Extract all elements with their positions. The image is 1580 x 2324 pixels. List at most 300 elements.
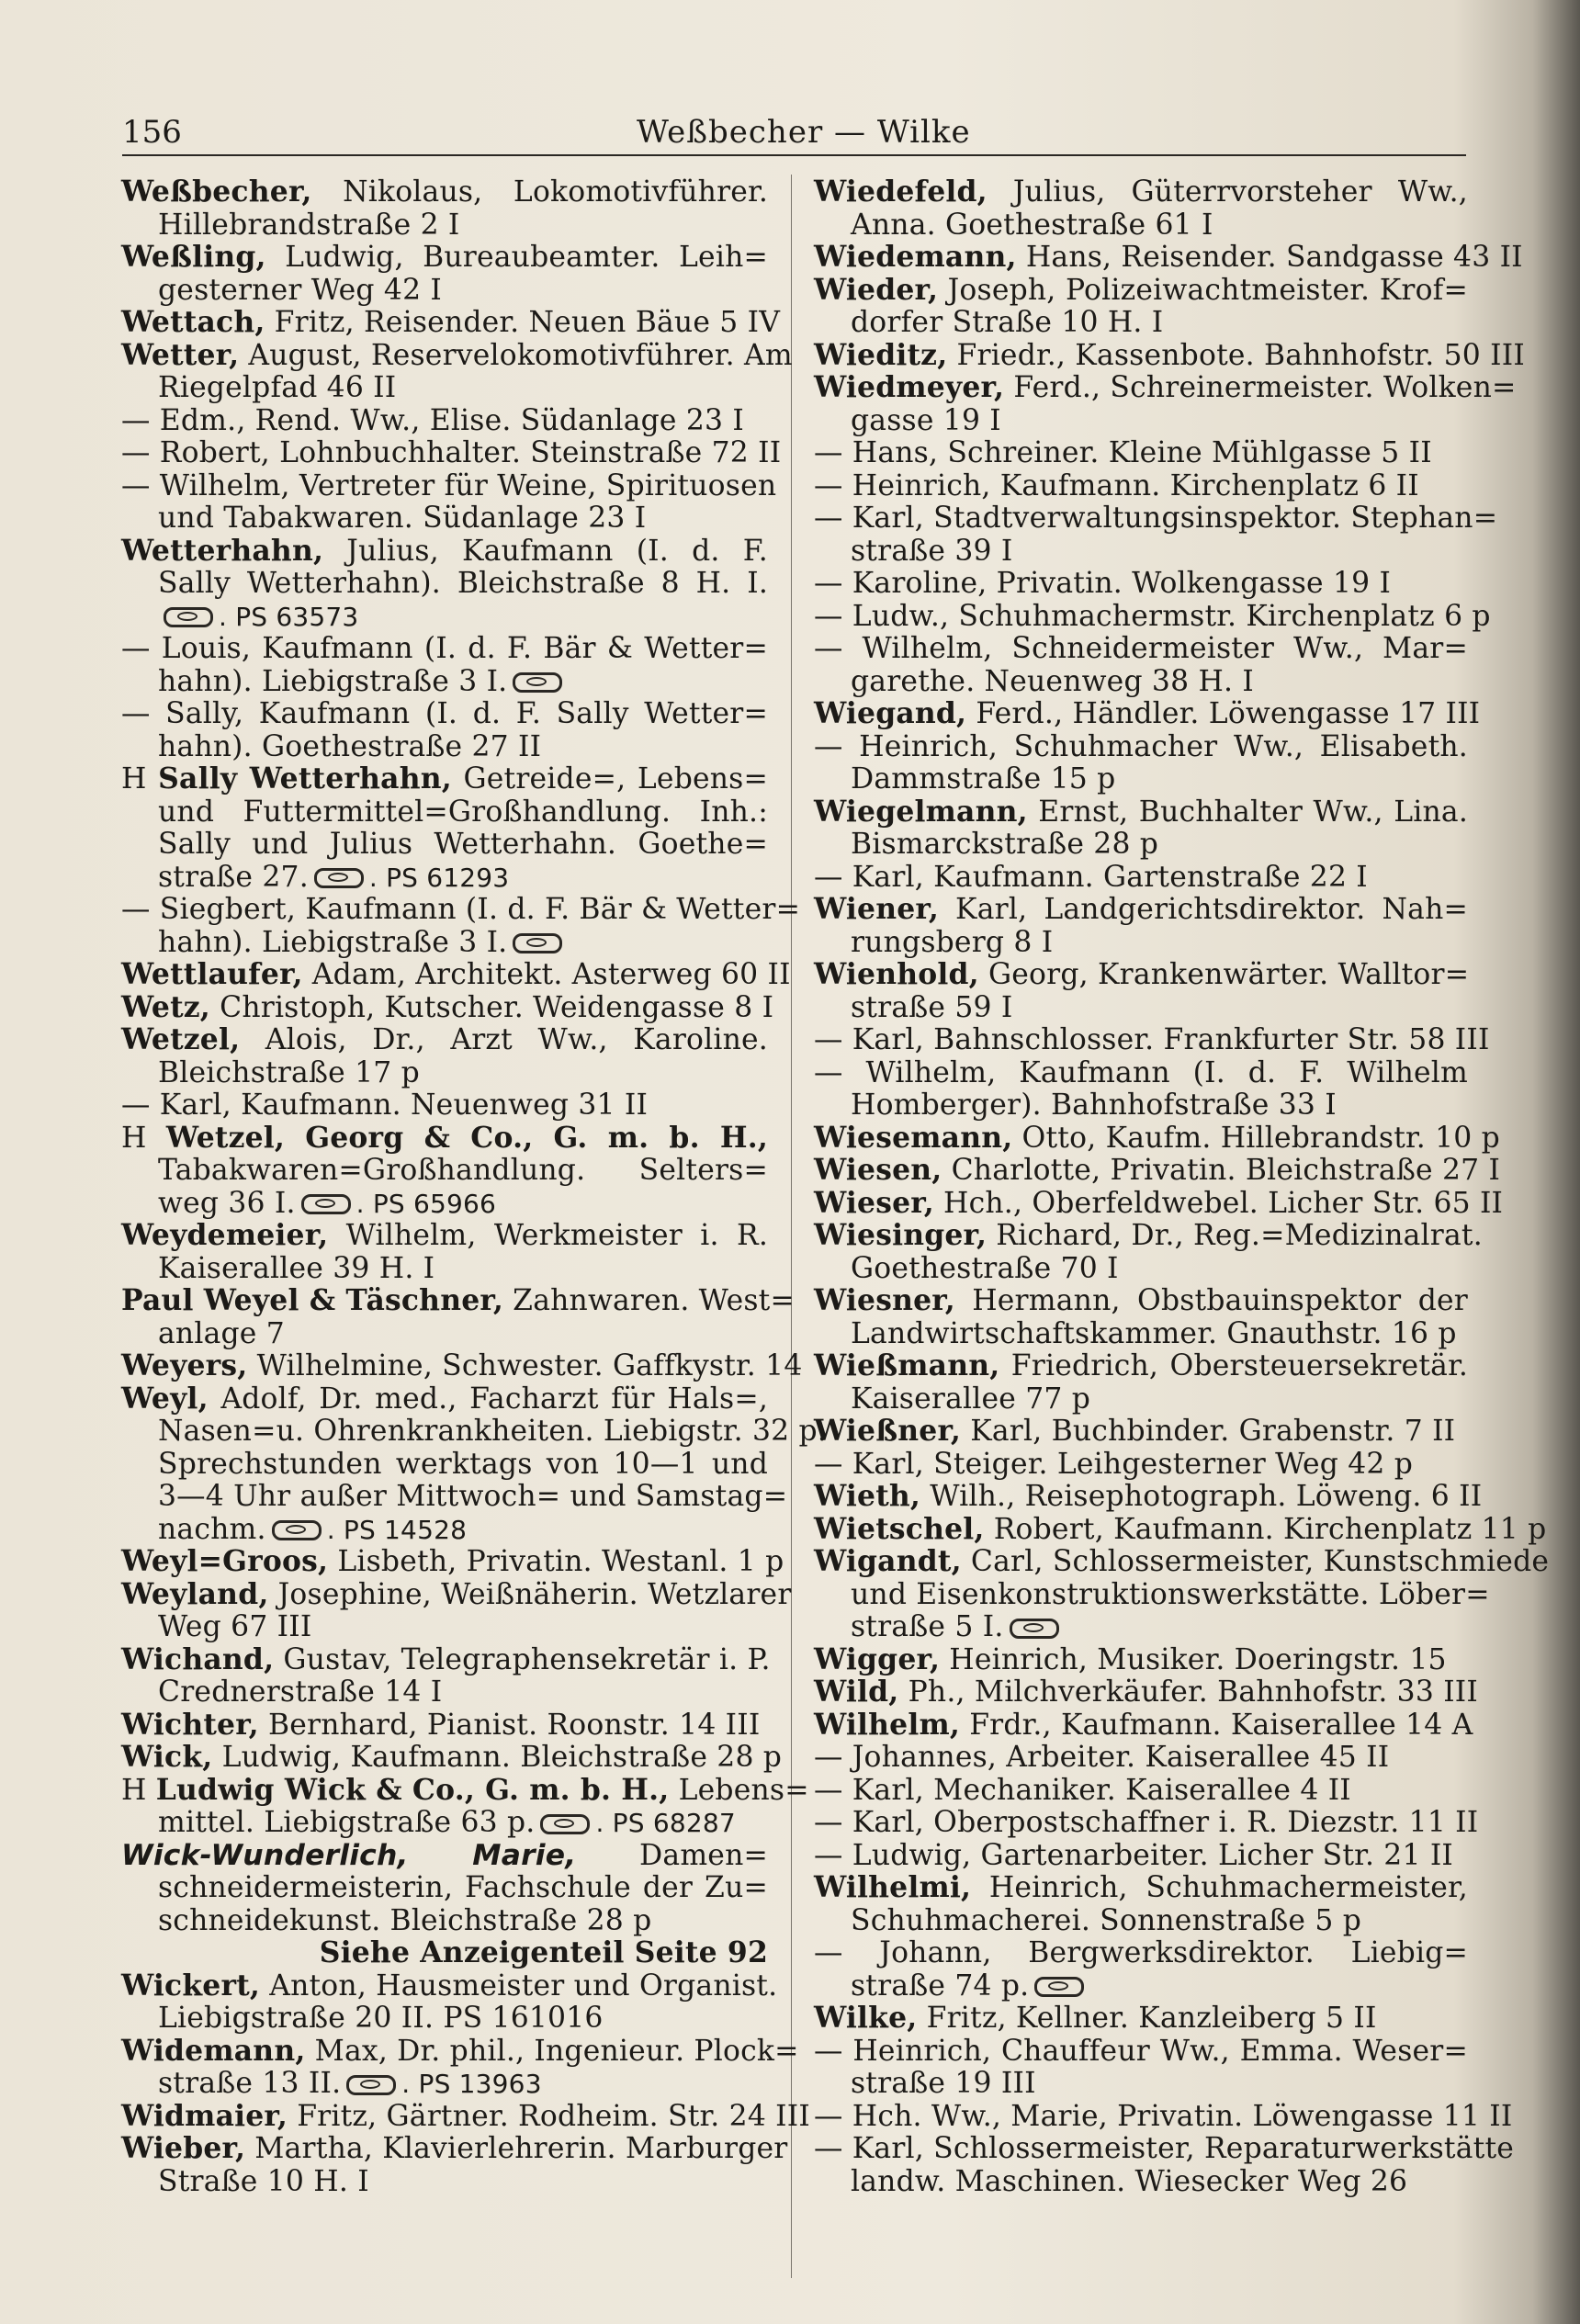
entry-line [814,1806,1479,1840]
entry-name: Wieth, [814,1480,921,1513]
entry-line [814,1970,1468,2003]
entry-name: Wettlaufer, [121,958,303,991]
entry-name: Wieser, [814,1186,934,1220]
sub-entry: — Karl, Kaufmann. Neuenweg 31 II [121,1089,649,1122]
entry-line [121,2068,768,2101]
entry-details: Wilh., Reisephotograph. Löweng. 6 II [920,1480,1483,1513]
entry-details: Anton, Hausmeister und Organist. [260,1969,778,2002]
entry-line [814,763,1468,796]
entry-line [814,666,1468,699]
entry-line [121,1155,768,1188]
entry-continuation: Sally und Julius Wetterhahn. Goethe= [158,828,768,861]
sub-entry: — Hch. Ww., Marie, Privatin. Löwengasse 11 II [814,2099,1513,2133]
entry-name: Wild, [814,1675,899,1709]
sub-entry: — Sally, Kaufmann (I. d. F. Sally Wetter= [121,697,768,730]
entry-continuation: hahn). Liebigstraße 3 I. [158,925,508,959]
entry-continuation: Tabakwaren=Großhandlung. Selters= [158,1154,768,1187]
entry-line [121,436,782,470]
entry-details: Zahnwaren. West= [503,1284,795,1317]
entry-line [814,1577,1490,1612]
entry-line [121,2099,810,2134]
entry-name: Wigger, [814,1642,941,1676]
entry-details: Ludwig, Bureaubeamter. Leih= [265,241,768,274]
ad-reference: Siehe Anzeigenteil Seite 92 [319,1936,768,1969]
entry-line [121,405,768,438]
entry-continuation: straße 39 I [851,534,1013,568]
entry-line [814,2166,1468,2199]
sub-entry: — Wilhelm, Kaufmann (I. d. F. Wilhelm [814,1055,1468,1089]
entry-line [814,1186,1504,1221]
entry-details: Friedr., Kassenbote. Bahnhofstr. 50 III [947,338,1525,372]
entry-name: Wiegelmann, [814,795,1028,829]
entry-details: Wilhelm, Werkmeister i. R. [328,1219,768,1252]
entry-line [814,2099,1513,2134]
sub-entry: — Karl, Kaufmann. Gartenstraße 22 I [814,860,1368,894]
entry-line [121,2166,768,2199]
entry-details: Friedrich, Obersteuersekretär. [999,1349,1468,1382]
entry-details: August, Reservelokomotivführer. Am [239,338,793,372]
entry-details: Georg, Krankenwärter. Walltor= [978,958,1470,991]
entry-name: Wiedemann, [814,241,1017,274]
entry-name: Wetter, [121,338,240,372]
entry-line [814,1023,1490,1057]
entry-details: Julius, Güterrvorsteher Ww., [987,175,1468,209]
entry-details: Damen= [576,1838,768,1872]
entry-line [121,2002,768,2036]
entry-line [814,568,1468,601]
entry-name: Widmaier, [121,2099,288,2133]
entry-details: Ferd., Händler. Löwengasse 17 III [966,697,1481,730]
entry-line [121,1872,768,1905]
entry-line [814,1318,1468,1351]
entry-line [814,599,1491,634]
entry-details: Julius, Kaufmann (I. d. F. [323,534,768,568]
entry-continuation: straße 74 p. [851,1969,1030,2002]
telephone-icon [513,933,562,953]
entry-continuation: garethe. Neuenweg 38 H. I [851,664,1254,698]
entry-line [121,1773,809,1808]
entry-details: Josephine, Weißnäherin. Wetzlarer [268,1577,792,1611]
entry-continuation: 3—4 Uhr außer Mittwoch= und Samstag= [158,1480,788,1513]
entry-details: Karl, Buchbinder. Grabenstr. 7 II [961,1415,1456,1448]
sub-entry: — Heinrich, Kaufmann. Kirchenplatz 6 II [814,468,1419,502]
entry-line [121,731,768,764]
entry-continuation: und Futtermittel=Großhandlung. Inh.: [158,795,768,829]
entry-line [121,958,791,992]
entry-details: Adam, Architekt. Asterweg 60 II [302,958,791,991]
entry-details: Fritz, Reisender. Neuen Bäue 5 IV [265,306,781,339]
entry-line [814,796,1468,829]
entry-line [814,307,1468,340]
entry-continuation: Kaiserallee 77 p [851,1382,1091,1416]
sub-entry: — Johann, Bergwerksdirektor. Liebig= [814,1936,1468,1969]
entry-name: Sally Wetterhahn, [158,762,452,795]
entry-line [121,1676,768,1709]
entry-line [121,1415,828,1449]
entry-name: Wilhelm, [814,1708,961,1742]
firm-marker: H [121,1773,156,1807]
entry-line [121,306,781,340]
entry-line [121,1840,768,1873]
sub-entry: — Karl, Stadtverwaltungsinspektor. Stephan= [814,502,1498,535]
entry-line [814,1449,1468,1482]
entry-details: Carl, Schlossermeister, Kunstschmiede [961,1545,1550,1578]
entry-name: Wiesen, [814,1154,942,1187]
entry-details: Fritz, Gärtner. Rodheim. Str. 24 III [288,2099,810,2133]
entry-line [121,601,768,634]
entry-name: Weyl, [121,1382,209,1416]
entry-line [814,2036,1468,2069]
entry-line [814,1675,1478,1709]
entry-continuation: und Tabakwaren. Südanlage 23 I [158,502,647,535]
telephone-icon [314,868,364,888]
entry-continuation: Dammstraße 15 p [851,762,1116,795]
entry-details: Ferd., Schreinermeister. Wolken= [1004,371,1517,404]
entry-line [814,1089,1468,1123]
entry-name: Wichter, [121,1708,259,1742]
entry-line [814,1121,1500,1156]
entry-continuation: Hillebrandstraße 2 I [158,208,460,242]
entry-line [814,2068,1468,2101]
entry-line [121,2132,788,2166]
entry-name: Weyland, [121,1577,269,1611]
entry-line [121,862,768,895]
telephone-icon [513,672,562,693]
entry-line [121,536,768,569]
entry-line [814,536,1468,569]
entry-line [814,275,1468,308]
entry-line [814,829,1468,862]
entry-continuation: nachm. [158,1512,266,1546]
entry-name: Wichand, [121,1642,275,1676]
entry-name: Wetz, [121,990,210,1024]
sub-entry: — Edm., Rend. Ww., Elise. Südanlage 23 I [121,403,745,437]
entry-line [814,2132,1515,2166]
entry-continuation: Anna. Goethestraße 61 I [851,208,1213,242]
entry-line [814,1383,1468,1416]
entry-line [121,796,768,829]
entry-line [121,1383,768,1416]
sub-entry: — Ludw., Schuhmachermstr. Kirchenplatz 6 p [814,599,1491,633]
entry-line [814,241,1523,275]
entry-details: Heinrich, Schuhmachermeister, [971,1871,1468,1904]
entry-name: Wieber, [121,2132,246,2165]
entry-line [814,1905,1468,1938]
entry-line [121,1089,768,1123]
entry-continuation: Weg 67 III [158,1610,312,1643]
entry-continuation: straße 5 I. [851,1610,1004,1643]
entry-line [814,862,1468,895]
entry-continuation: Kaiserallee 39 H. I [158,1251,435,1285]
entry-line [121,1807,768,1840]
entry-continuation: Liebigstraße 20 II. PS 161016 [158,2002,604,2035]
telephone-icon [164,607,213,627]
entry-line [814,1154,1501,1188]
entry-line [121,1284,795,1318]
entry-continuation: schneidermeisterin, Fachschule der Zu= [158,1871,768,1904]
entry-line [814,1416,1468,1449]
entry-line [121,990,774,1025]
entry-name: Weyers, [121,1349,248,1382]
entry-continuation: anlage 7 [158,1316,285,1350]
entry-line [121,1349,803,1383]
entry-line [121,763,768,796]
entry-name: Wigandt, [814,1545,962,1578]
entry-line [121,1480,788,1514]
entry-line [814,697,1481,731]
entry-line [814,1611,1468,1644]
entry-name: Wienhold, [814,958,979,991]
entry-line [121,1905,768,1938]
postscheck-number: . PS 14528 [326,1514,468,1545]
entry-name: Wetterhahn, [121,534,324,568]
entry-details: Martha, Klavierlehrerin. Marburger [245,2132,788,2165]
entry-line [121,2034,799,2069]
entry-line [814,1775,1468,1808]
entry-line [121,1577,792,1612]
sub-entry: — Karl, Steiger. Leihgesterner Weg 42 p [814,1447,1414,1481]
entry-name: Wiesemann, [814,1121,1013,1155]
entry-line [121,242,768,275]
postscheck-number: . PS 13963 [401,2069,542,2099]
entry-line [121,666,768,699]
entry-line [814,1840,1468,1873]
entry-continuation: straße 27. [158,860,309,894]
sub-entry: — Johannes, Arbeiter. Kaiserallee 45 II [814,1741,1390,1774]
entry-line [814,992,1468,1025]
entry-line [121,1123,768,1156]
entry-continuation: Riegelpfad 46 II [158,371,397,404]
entry-line [814,502,1498,536]
entry-details: Ph., Milchverkäufer. Bahnhofstr. 33 III [898,1675,1478,1709]
entry-name: Wießmann, [814,1349,1000,1382]
entry-line [121,1188,768,1221]
entry-line [121,927,768,960]
right-column [814,175,1550,2298]
entry-line [121,1741,783,1775]
entry-continuation: schneidekunst. Bleichstraße 28 p [158,1903,652,1937]
running-head: Weßbecher — Wilke [637,114,971,151]
entry-line [814,176,1468,209]
page-header [122,108,1466,156]
sub-entry: — Karl, Oberpostschaffner i. R. Diezstr. 11 II [814,1806,1479,1839]
entry-continuation: Crednerstraße 14 I [158,1675,443,1709]
entry-name: Wießner, [814,1415,962,1448]
sub-entry: — Karoline, Privatin. Wolkengasse 19 I [814,567,1392,600]
entry-name: Wiesinger, [814,1219,988,1252]
entry-line [814,371,1517,405]
entry-continuation: Nasen=u. Ohrenkrankheiten. Liebigstr. 32 p. [158,1415,828,1448]
entry-line [121,1220,768,1253]
entry-continuation: rungsberg 8 I [851,925,1054,959]
entry-line [814,894,1468,927]
entry-continuation: Sprechstunden werktags von 10—1 und [158,1447,768,1481]
entry-line [121,1318,768,1351]
entry-line [814,927,1468,960]
entry-line [814,1219,1483,1253]
telephone-icon [272,1520,322,1540]
entry-details: Adolf, Dr. med., Facharzt für Hals=, [208,1382,768,1416]
entry-name: Wiener, [814,893,939,926]
entry-name: Widemann, [121,2034,306,2068]
entry-line [121,633,768,666]
entry-name: Wiegand, [814,697,967,730]
entry-name: Wiesner, [814,1284,955,1317]
entry-name: Wieder, [814,273,939,307]
entry-line [814,1937,1468,1970]
entry-continuation: straße 13 II. [158,2067,342,2100]
entry-name: Paul Weyel & Täschner, [121,1284,503,1317]
entry-details: Hermann, Obstbauinspektor der [954,1284,1468,1317]
page-number: 156 [122,114,182,151]
entry-line [121,1937,768,1970]
entry-details: Alois, Dr., Arzt Ww., Karoline. [240,1023,768,1056]
entry-details: Wilhelmine, Schwester. Gaffkystr. 14 [247,1349,803,1382]
entry-name: Wilke, [814,2002,918,2035]
entry-name: Wick-Wunderlich, Marie, [121,1838,577,1872]
telephone-icon [301,1194,351,1214]
entry-line [814,959,1468,992]
entry-details: Ludwig, Kaufmann. Bleichstraße 28 p [212,1741,783,1774]
sub-entry: — Siegbert, Kaufmann (I. d. F. Bär & Wetter= [121,893,801,926]
entry-continuation: Homberger). Bahnhofstraße 33 I [851,1089,1337,1122]
entry-details: Robert, Kaufmann. Kirchenplatz 11 p [984,1512,1547,1546]
entry-continuation: Bismarckstraße 28 p [851,828,1159,861]
entry-details: Christoph, Kutscher. Weidengasse 8 I [209,990,774,1024]
entry-name: Wiedefeld, [814,175,988,209]
entry-continuation: dorfer Straße 10 H. I [851,306,1164,339]
entry-line [121,338,793,373]
entry-line [121,568,768,601]
sub-entry: — Hans, Schreiner. Kleine Mühlgasse 5 II [814,436,1432,469]
entry-continuation: Schuhmacherei. Sonnenstraße 5 p [851,1903,1362,1937]
entry-name: Wetzel, [121,1023,241,1056]
entry-continuation: Landwirtschaftskammer. Gnauthstr. 16 p [851,1316,1457,1350]
entry-line [121,372,768,405]
entry-line [814,1512,1547,1547]
entry-line [814,209,1468,243]
entry-line [814,1872,1468,1905]
entry-line [121,1709,768,1743]
entry-line [814,405,1468,438]
sub-entry: — Heinrich, Chauffeur Ww., Emma. Weser= [814,2034,1468,2068]
entry-details: Lebens= [669,1773,809,1807]
entry-line [814,437,1468,470]
entry-line [814,470,1468,503]
entry-line [121,893,801,927]
entry-name: Wick, [121,1741,213,1774]
entry-line [814,1057,1468,1090]
entry-details: Getreide=, Lebens= [451,762,768,795]
entry-name: Wieditz, [814,338,948,372]
entry-line [121,275,768,308]
entry-line [121,176,768,209]
telephone-icon [540,1814,590,1834]
entry-continuation: gesterner Weg 42 I [158,273,443,307]
entry-line [121,829,768,862]
entry-line [814,1742,1468,1775]
entry-details: Richard, Dr., Reg.=Medizinalrat. [987,1219,1483,1252]
entry-name: Weßbecher, [121,175,312,209]
entry-line [814,1253,1468,1286]
entry-line [814,2002,1468,2036]
entry-line [814,633,1468,666]
entry-name: Wickert, [121,1969,261,2002]
entry-details: Karl, Landgerichtsdirektor. Nah= [938,893,1468,926]
entry-name: Ludwig Wick & Co., G. m. b. H., [155,1773,670,1807]
entry-line [121,1024,768,1057]
entry-details: Heinrich, Musiker. Doeringstr. 15 [940,1642,1447,1676]
entry-line [121,1253,768,1286]
entry-line [121,502,768,536]
entry-name: Weyl=Groos, [121,1545,329,1578]
postscheck-number: . PS 63573 [219,601,359,632]
postscheck-number: . PS 68287 [595,1808,736,1838]
telephone-icon [1010,1619,1059,1639]
column-divider [791,175,792,2278]
entry-details: Bernhard, Pianist. Roonstr. 14 III [258,1708,761,1742]
entry-line [814,338,1525,373]
entry-details: Gustav, Telegraphensekretär i. P. [274,1642,771,1676]
firm-marker: H [121,762,159,795]
entry-details: Lisbeth, Privatin. Westanl. 1 p [328,1545,784,1578]
entry-line [814,1285,1468,1318]
sub-entry: — Louis, Kaufmann (I. d. F. Bär & Wetter= [121,632,768,665]
entry-line [121,209,768,243]
entry-details: Nikolaus, Lokomotivführer. [311,175,768,209]
entry-details: Frdr., Kaufmann. Kaiserallee 14 A [960,1708,1473,1742]
entry-details: Otto, Kaufm. Hillebrandstr. 10 p [1012,1121,1500,1155]
firm-marker: H [121,1121,166,1155]
entry-line [814,1708,1473,1743]
entry-continuation: Goethestraße 70 I [851,1251,1119,1285]
entry-details: Charlotte, Privatin. Bleichstraße 27 I [942,1154,1501,1187]
entry-continuation: straße 19 III [851,2067,1036,2100]
postscheck-number: . PS 61293 [368,862,510,893]
entry-line [121,1449,768,1482]
entry-details: Joseph, Polizeiwachtmeister. Krof= [938,273,1468,307]
entry-details: Max, Dr. phil., Ingenieur. Plock= [305,2034,799,2068]
entry-line [121,1611,768,1644]
entry-name: Weydemeier, [121,1219,329,1252]
entry-line [814,1350,1468,1383]
sub-entry: — Ludwig, Gartenarbeiter. Licher Str. 21 II [814,1838,1454,1872]
entry-line [814,1480,1483,1514]
entry-name: Wietschel, [814,1512,985,1546]
entry-line [121,1514,768,1547]
entry-continuation: und Eisenkonstruktionswerkstätte. Löber= [851,1577,1490,1611]
entry-line [121,698,768,731]
entry-details: Hch., Oberfeldwebel. Licher Str. 65 II [933,1186,1504,1220]
sub-entry: — Heinrich, Schuhmacher Ww., Elisabeth. [814,729,1468,763]
entry-continuation: weg 36 I. [158,1186,296,1220]
telephone-icon [346,2075,396,2095]
entry-continuation: hahn). Goethestraße 27 II [158,729,542,763]
entry-line [121,1545,784,1579]
entry-continuation: hahn). Liebigstraße 3 I. [158,664,508,698]
entry-continuation: Straße 10 H. I [158,2164,369,2198]
entry-continuation: straße 59 I [851,990,1013,1024]
entry-name: Wettach, [121,306,265,339]
entry-continuation: mittel. Liebigstraße 63 p. [158,1806,536,1839]
entry-line [121,1057,768,1090]
entry-name: Wetzel, Georg & Co., G. m. b. H., [165,1121,768,1155]
entry-line [121,468,777,503]
entry-continuation: Sally Wetterhahn). Bleichstraße 8 H. I. [158,567,768,600]
entry-continuation: gasse 19 I [851,403,1001,437]
entry-name: Wilhelmi, [814,1871,972,1904]
entry-line [814,1545,1550,1579]
